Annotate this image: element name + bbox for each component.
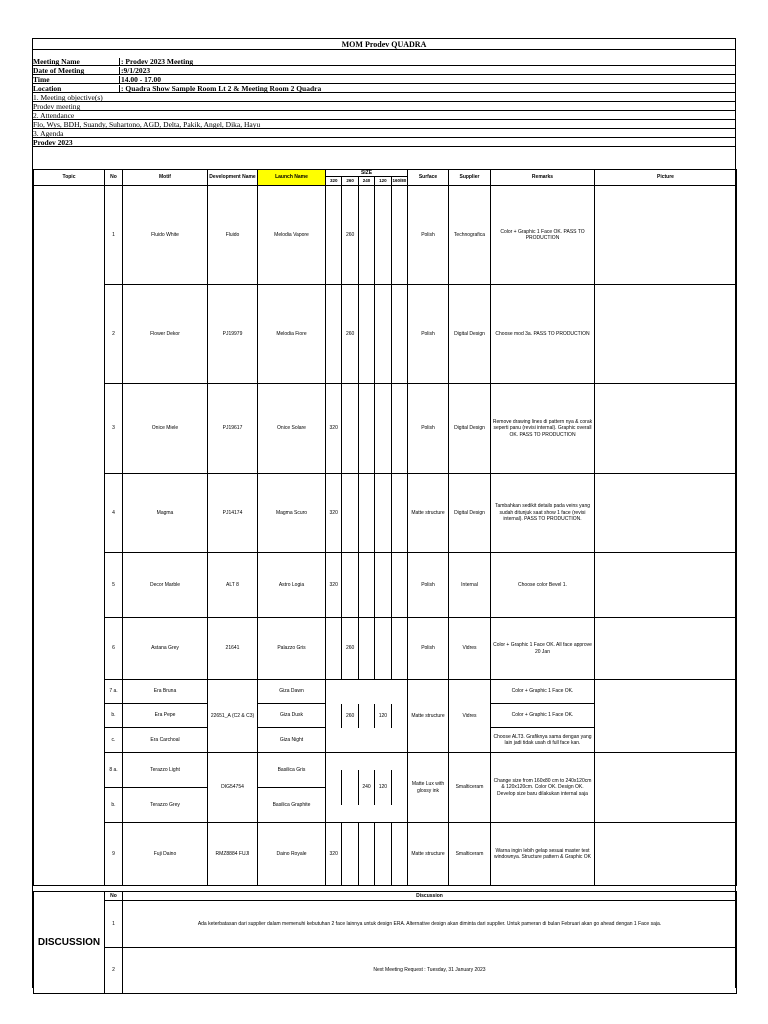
size-value-240 — [359, 618, 375, 679]
discussion-no: 1 — [105, 901, 123, 948]
size-value-120 — [375, 823, 391, 885]
row-motif: Terazzo Grey — [123, 788, 208, 823]
size-value-120 — [375, 285, 391, 383]
size-value-320: 320 — [326, 384, 342, 473]
size-value-160 — [392, 618, 407, 679]
picture-cell — [595, 680, 737, 753]
row-size — [326, 618, 408, 680]
row-surface: Matte Lux with glossy ink — [408, 753, 449, 823]
col-launch-name: Launch Name — [258, 170, 326, 186]
size-value-320 — [326, 704, 342, 728]
size-value-120 — [375, 553, 391, 617]
row-launch-name: Giza Dawn — [258, 680, 326, 704]
row-remarks: Color + Graphic 1 Face OK. — [491, 704, 595, 728]
row-supplier: Digital Design — [449, 384, 491, 474]
size-value-260: 260 — [342, 285, 358, 383]
size-label: SIZE — [326, 170, 407, 177]
row-development-name: PJ19979 — [208, 285, 258, 384]
table-row — [34, 753, 737, 788]
row-motif: Era Bruna — [123, 680, 208, 704]
row-supplier: Internal — [449, 553, 491, 618]
table-row — [34, 553, 737, 618]
picture-cell — [595, 474, 737, 553]
size-value-160 — [392, 384, 407, 473]
size-value-240 — [359, 553, 375, 617]
meeting-time-value: 14.00 - 17.00 — [121, 76, 161, 84]
size-value-160 — [392, 474, 407, 552]
row-size — [326, 474, 408, 553]
size-value-260: 260 — [342, 186, 358, 284]
picture-cell — [595, 384, 737, 474]
row-motif: Onice Miele — [123, 384, 208, 474]
col-supplier: Supplier — [449, 170, 491, 186]
row-launch-name: Palazzo Gris — [258, 618, 326, 680]
row-supplier: Digital Design — [449, 285, 491, 384]
size-value-320 — [326, 618, 342, 679]
meeting-location-row — [33, 85, 735, 93]
objective-value: Prodev meeting — [33, 103, 81, 111]
size-value-160 — [392, 186, 407, 284]
table-row — [34, 474, 737, 553]
row-size — [326, 285, 408, 384]
size-value-240 — [359, 285, 375, 383]
row-size — [326, 753, 408, 823]
row-development-name: 22651_A (C2 & C3) — [208, 680, 258, 753]
row-development-name: PJ19617 — [208, 384, 258, 474]
size-240: 240 — [359, 177, 375, 185]
row-size — [326, 553, 408, 618]
discussion-row — [34, 901, 737, 948]
discussion-no: 2 — [105, 948, 123, 994]
size-value-240 — [359, 384, 375, 473]
size-value-160 — [392, 704, 407, 728]
row-development-name: RMZ8884 FUJI — [208, 823, 258, 886]
row-launch-name: Basilica Gris — [258, 753, 326, 788]
size-value-320: 320 — [326, 553, 342, 617]
row-motif: Magma — [123, 474, 208, 553]
row-motif: Astana Grey — [123, 618, 208, 680]
row-no: 7 a. — [105, 680, 123, 704]
row-launch-name: Astro Logia — [258, 553, 326, 618]
agenda-value: Prodev 2023 — [33, 139, 73, 147]
size-value-260: 260 — [342, 704, 358, 728]
row-size — [326, 186, 408, 285]
row-remarks: Tambahkan sedikit details pada veins yang sudah ditunjuk saat show 1 face (revisi internal). PASS TO PRODUCTION. — [491, 474, 595, 553]
size-value-120 — [375, 384, 391, 473]
row-supplier: Smalticeram — [449, 823, 491, 886]
row-surface: Polish — [408, 186, 449, 285]
topic-cell — [34, 186, 105, 886]
table-header-row — [34, 170, 737, 186]
meeting-date-row — [33, 67, 735, 75]
row-remarks: Choose mod 3a. PASS TO PRODUCTION — [491, 285, 595, 384]
row-development-name: Fluido — [208, 186, 258, 285]
row-surface: Polish — [408, 618, 449, 680]
row-supplier: Vidres — [449, 618, 491, 680]
row-surface: Polish — [408, 384, 449, 474]
meeting-time-label: Time — [33, 76, 50, 84]
row-no: 5 — [105, 553, 123, 618]
size-320: 320 — [326, 177, 342, 185]
row-no: 9 — [105, 823, 123, 886]
size-value-160 — [392, 770, 407, 805]
row-no: 8 a. — [105, 753, 123, 788]
attendance-label: 2. Attendance — [33, 112, 75, 120]
row-no: c. — [105, 728, 123, 753]
agenda-label-row — [33, 130, 735, 138]
row-motif: Era Carchoal — [123, 728, 208, 753]
objective-value-row — [33, 103, 735, 111]
discussion-header: Discussion — [123, 892, 737, 901]
meeting-name-value: : Prodev 2023 Meeting — [121, 58, 194, 66]
row-motif: Era Pepe — [123, 704, 208, 728]
picture-cell — [595, 618, 737, 680]
row-launch-name: Onice Solare — [258, 384, 326, 474]
document-title: MOM Prodev QUADRA — [33, 38, 735, 50]
size-value-320 — [326, 770, 342, 805]
discussion-no-header: No — [105, 892, 123, 901]
col-picture: Picture — [595, 170, 737, 186]
size-value-160 — [392, 823, 407, 885]
discussion-text: Next Meeting Request : Tuesday, 31 January 2023 — [123, 948, 737, 994]
row-motif: Flower Dekor — [123, 285, 208, 384]
row-remarks: Color + Graphic 1 Face OK. All face approve 20 Jan — [491, 618, 595, 680]
size-value-160 — [392, 285, 407, 383]
agenda-label: 3. Agenda — [33, 130, 64, 138]
meeting-location-value: : Quadra Show Sample Room Lt 2 & Meeting Room 2 Quadra — [121, 85, 322, 93]
row-surface: Matte structure — [408, 474, 449, 553]
size-value-260 — [342, 553, 358, 617]
row-launch-name: Giza Dusk — [258, 704, 326, 728]
size-value-260 — [342, 384, 358, 473]
table-row — [34, 680, 737, 704]
picture-cell — [595, 823, 737, 886]
meeting-name-row — [33, 58, 735, 66]
discussion-section — [33, 891, 736, 994]
meeting-date-label: Date of Meeting — [33, 67, 85, 75]
attendance-value-row — [33, 121, 735, 129]
meeting-date-value: :9/1/2023 — [121, 67, 151, 75]
row-remarks: Choose color Bevel 1. — [491, 553, 595, 618]
row-remarks: Warna ingin lebih gelap sesuai master test windownya. Structure pattern & Graphic OK — [491, 823, 595, 886]
mom-sheet — [32, 38, 736, 988]
row-motif: Fuji Daino — [123, 823, 208, 886]
size-120: 120 — [375, 177, 391, 185]
objective-label: 1. Meeting objective(s) — [33, 94, 103, 102]
row-size — [326, 384, 408, 474]
size-value-120 — [375, 474, 391, 552]
size-value-260 — [342, 770, 358, 805]
col-size — [326, 170, 408, 186]
size-value-260 — [342, 823, 358, 885]
prodev-table — [33, 169, 737, 886]
col-no: No — [105, 170, 123, 186]
row-motif: Decor Marble — [123, 553, 208, 618]
row-remarks: Change size from 160x80 cm to 240x120cm & 120x120cm. Color OK. Design OK. Develop size baru dilakukan internal saja — [491, 753, 595, 823]
row-no: 1 — [105, 186, 123, 285]
row-supplier: Vidres — [449, 680, 491, 753]
size-value-120 — [375, 618, 391, 679]
row-no: 2 — [105, 285, 123, 384]
row-remarks: Color + Graphic 1 Face OK. — [491, 680, 595, 704]
row-motif: Fluido White — [123, 186, 208, 285]
row-launch-name: Giza Night — [258, 728, 326, 753]
row-surface: Matte structure — [408, 680, 449, 753]
row-surface: Polish — [408, 285, 449, 384]
row-launch-name: Melodia Fiore — [258, 285, 326, 384]
size-value-120 — [375, 186, 391, 284]
size-value-320 — [326, 285, 342, 383]
size-value-120: 120 — [375, 770, 391, 805]
objective-label-row — [33, 94, 735, 102]
row-launch-name: Magma Scuro — [258, 474, 326, 553]
row-development-name: PJ14174 — [208, 474, 258, 553]
discussion-row — [34, 948, 737, 994]
size-value-240 — [359, 186, 375, 284]
picture-cell — [595, 186, 737, 285]
size-value-240 — [359, 823, 375, 885]
col-motif: Motif — [123, 170, 208, 186]
table-row — [34, 285, 737, 384]
discussion-text: Ada keterbatasan dari supplier dalam memenuhi kebutuhan 2 face lainnya untuk design ERA. Alternative design akan diminta dari supplier. Untuk pameran di bulan Februari akan go ahead dengan 1 Face saja. — [123, 901, 737, 948]
row-development-name: ALT 8 — [208, 553, 258, 618]
table-row — [34, 618, 737, 680]
row-motif: Terazzo Light — [123, 753, 208, 788]
row-size — [326, 823, 408, 886]
table-row — [34, 186, 737, 285]
col-development-name: Development Name — [208, 170, 258, 186]
size-value-260: 260 — [342, 618, 358, 679]
row-no: 6 — [105, 618, 123, 680]
row-surface: Matte structure — [408, 823, 449, 886]
size-value-260 — [342, 474, 358, 552]
row-remarks: Color + Graphic 1 Face OK. PASS TO PRODUCTION — [491, 186, 595, 285]
row-supplier: Smalticeram — [449, 753, 491, 823]
row-size — [326, 680, 408, 753]
attendance-label-row — [33, 112, 735, 120]
meeting-name-label: Meeting Name — [33, 58, 80, 66]
meeting-time-row — [33, 76, 735, 84]
row-development-name: 21641 — [208, 618, 258, 680]
row-launch-name: Daino Royale — [258, 823, 326, 886]
meeting-location-label: Location — [33, 85, 62, 93]
size-value-120: 120 — [375, 704, 391, 728]
col-remarks: Remarks — [491, 170, 595, 186]
size-value-240: 240 — [359, 770, 375, 805]
col-surface: Surface — [408, 170, 449, 186]
table-row — [34, 384, 737, 474]
attendance-value: Flo, Wys, BDH, Suandy, Suhartono, AGD, Delta, Pakik, Angel, Dika, Hayu — [33, 121, 261, 129]
size-value-320: 320 — [326, 474, 342, 552]
size-value-320: 320 — [326, 823, 342, 885]
picture-cell — [595, 285, 737, 384]
row-no: b. — [105, 704, 123, 728]
size-260: 260 — [342, 177, 358, 185]
picture-cell — [595, 753, 737, 823]
table-row — [34, 823, 737, 886]
row-remarks: Choose ALT3. Grafiknya sama dengan yang lain jadi tidak usah di full face kan. — [491, 728, 595, 753]
size-160-80: 160/80 — [392, 178, 407, 183]
picture-cell — [595, 553, 737, 618]
row-launch-name: Basilica Graphite — [258, 788, 326, 823]
row-remarks: Remove drawing lines di pattern nya & corak seperti panu (revisi internal). Graphic overall OK. PASS TO PRODUCTION — [491, 384, 595, 474]
row-development-name: DIG54754 — [208, 753, 258, 823]
row-supplier: Technografica — [449, 186, 491, 285]
discussion-label: DISCUSSION — [34, 892, 105, 994]
row-no: 3 — [105, 384, 123, 474]
row-supplier: Digital Design — [449, 474, 491, 553]
row-launch-name: Melodia Vapore — [258, 186, 326, 285]
col-topic: Topic — [34, 170, 105, 186]
size-value-320 — [326, 186, 342, 284]
size-value-160 — [392, 553, 407, 617]
row-surface: Polish — [408, 553, 449, 618]
size-value-240 — [359, 704, 375, 728]
agenda-value-row — [33, 139, 735, 147]
row-no: 4 — [105, 474, 123, 553]
row-no: b. — [105, 788, 123, 823]
size-value-240 — [359, 474, 375, 552]
